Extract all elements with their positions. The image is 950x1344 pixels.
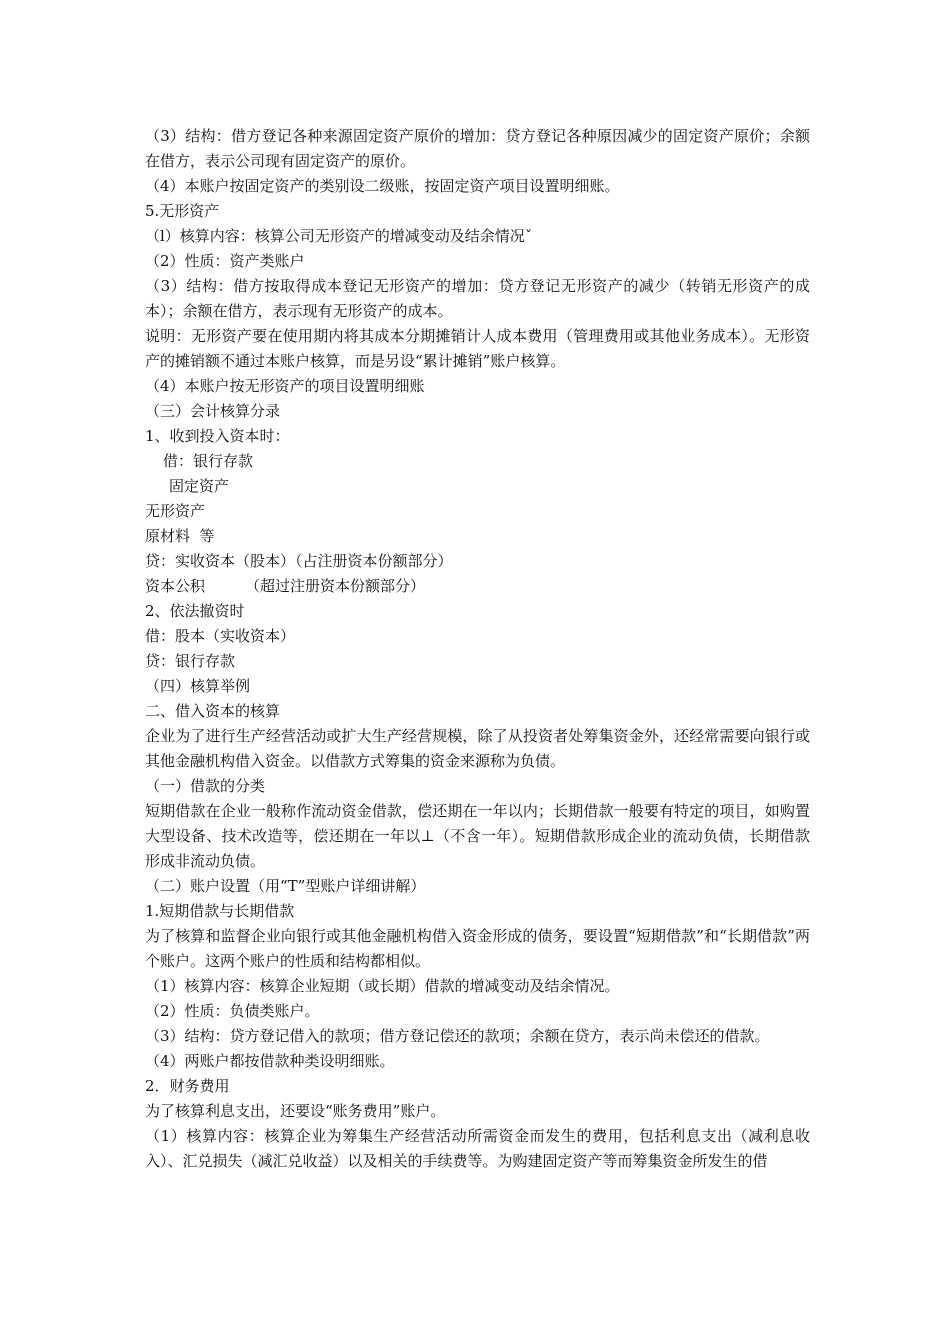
- text-line: 1、收到投入资本时：: [145, 427, 290, 445]
- journal-account: 资本公积: [145, 577, 206, 595]
- text-line: （4）本账户按固定资产的类别设二级账，按固定资产项目设置明细账。: [145, 177, 620, 195]
- text-line: （4）两账户都按借款种类设明细账。: [145, 1052, 395, 1070]
- journal-entry-line: [145, 574, 810, 599]
- text-line: （1）核算内容：核算企业短期（或长期）借款的增减变动及结余情况。: [145, 977, 620, 995]
- section-heading: （二）账户设置（用“T”型账户详细讲解）: [145, 877, 426, 895]
- text-line: 为了核算和监督企业向银行或其他金融机构借入资金形成的债务，要设置“短期借款”和“长期借款”两个账户。这两个账户的性质和结构都相似。: [145, 927, 810, 970]
- text-line: （l）核算内容：核算公司无形资产的增减变动及结余情况ˇ: [145, 227, 533, 245]
- text-line: （3）结构：借方登记各种来源固定资产原价的增加：贷方登记各种原因减少的固定资产原价；余额在借方，表示公司现有固定资产的原价。: [145, 127, 810, 170]
- text-line: （4）本账户按无形资产的项目设置明细账: [145, 377, 425, 395]
- document-body: [145, 124, 810, 1174]
- section-heading: 二、借入资本的核算: [145, 702, 281, 720]
- journal-entry-line: 无形资产: [145, 502, 206, 520]
- section-heading: （三）会计核算分录: [145, 402, 281, 420]
- text-line: （2）性质：负债类账户。: [145, 1002, 320, 1020]
- journal-entry-line: 原材料 等: [145, 527, 215, 545]
- section-heading: （四）核算举例: [145, 677, 251, 695]
- journal-note: （超过注册资本份额部分）: [245, 577, 426, 595]
- section-heading: 2．财务费用: [145, 1077, 230, 1095]
- text-line: 2、依法撤资时: [145, 602, 245, 620]
- section-heading: 5.无形资产: [145, 202, 220, 220]
- journal-entry-line: 借：银行存款: [163, 452, 254, 470]
- journal-entry-line: 固定资产: [169, 477, 230, 495]
- journal-entry-line: 借：股本（实收资本）: [145, 627, 296, 645]
- text-line: （3）结构：借方按取得成本登记无形资产的增加：贷方登记无形资产的减少（转销无形资产的成本）；余额在借方，表示现有无形资产的成本。: [145, 277, 810, 320]
- section-heading: （一）借款的分类: [145, 777, 266, 795]
- section-heading: 1.短期借款与长期借款: [145, 902, 295, 920]
- text-line: 说明：无形资产要在使用期内将其成本分期摊销计人成本费用（管理费用或其他业务成本）。无形资产的摊销额不通过本账户核算，而是另设“累计摊销”账户核算。: [145, 327, 810, 370]
- journal-entry-line: 贷：实收资本（股本）（占注册资本份额部分）: [145, 552, 453, 570]
- journal-entry-line: 贷：银行存款: [145, 652, 236, 670]
- text-line: （1）核算内容：核算企业为筹集生产经营活动所需资金而发生的费用，包括利息支出（减利息收入）、汇兑损失（减汇兑收益）以及相关的手续费等。为购建固定资产等而筹集资金所发生的借: [145, 1127, 810, 1170]
- text-line: 为了核算利息支出，还要设“账务费用”账户。: [145, 1102, 446, 1120]
- text-line: （2）性质：资产类账户: [145, 252, 305, 270]
- text-line: 短期借款在企业一般称作流动资金借款，偿还期在一年以内；长期借款一般要有特定的项目，如购置大型设备、技术改造等，偿还期在一年以⊥（不含一年）。短期借款形成企业的流动负债，长期借款形成非流动负债。: [145, 802, 810, 870]
- text-line: 企业为了进行生产经营活动或扩大生产经营规模，除了从投资者处筹集资金外，还经常需要向银行或其他金融机构借入资金。以借款方式筹集的资金来源称为负债。: [145, 727, 810, 770]
- text-line: （3）结构：贷方登记借入的款项；借方登记偿还的款项；余额在贷方，表示尚未偿还的借款。: [145, 1027, 770, 1045]
